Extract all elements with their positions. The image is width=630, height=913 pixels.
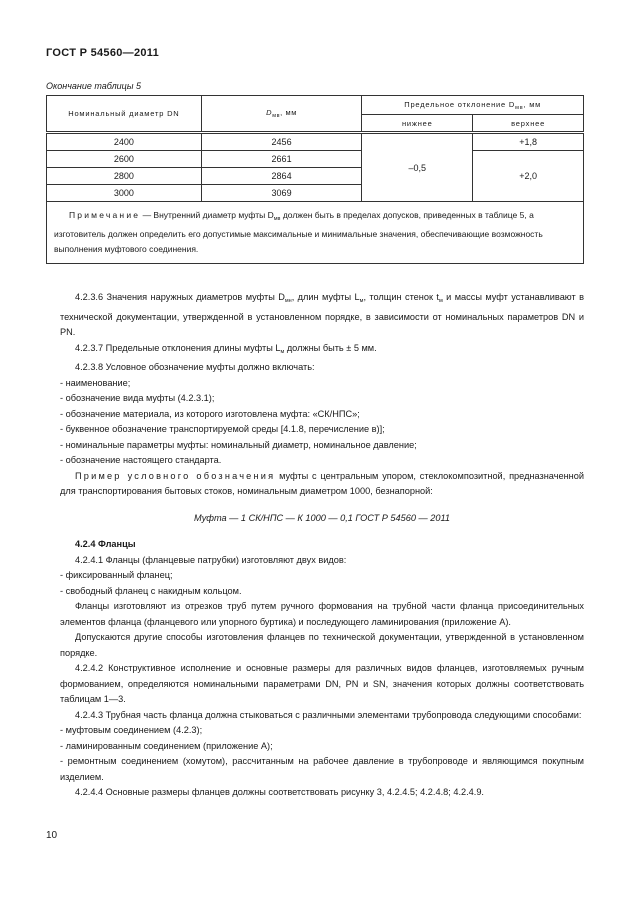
- cell-dn: 2600: [47, 151, 202, 168]
- col-header-deviation: Предельное отклонение $D_{мв}$, мм: [362, 96, 584, 115]
- cell-dn: 2400: [47, 134, 202, 151]
- cell-dmv: 2661: [201, 151, 362, 168]
- cell-upper: +1,8: [473, 134, 584, 151]
- paragraph-4-2-4-4: 4.2.4.4 Основные размеры фланцев должны соответствовать рисунку 3, 4.2.4.5; 4.2.4.8; 4.2.4.9.: [75, 787, 484, 797]
- paragraph: Допускаются другие способы изготовления фланцев по технической документации, утвержденной в установленном порядке.: [60, 632, 584, 658]
- cell-dmv: 2456: [201, 134, 362, 151]
- cell-dn: 3000: [47, 185, 202, 202]
- flange-table: [46, 95, 584, 264]
- table-note: Примечание — Внутренний диаметр муфты $D_{мв}$ должен быть в пределах допусков, приведенных в таблице 5, а изготовитель должен определить его допустимые максимальные и минимальные значения, обеспечивающие возможность выполнения муфтового соединения.: [47, 202, 584, 264]
- document-body: [60, 290, 584, 801]
- list-item: - обозначение вида муфты (4.2.3.1);: [60, 393, 215, 403]
- paragraph-4-2-3-8: 4.2.3.8 Условное обозначение муфты должно включать:: [75, 362, 315, 372]
- cell-dmv: 3069: [201, 185, 362, 202]
- table-row: [47, 151, 584, 168]
- cell-upper: +2,0: [473, 151, 584, 202]
- paragraph-4-2-4-2: 4.2.4.2 Конструктивное исполнение и основные размеры для различных видов фланцев, изготовляемых ручным формованием, определяются номинальными параметрами DN, PN и SN, значения которых должны соответствовать таблицам 1—3.: [60, 663, 584, 704]
- list-item: - ламинированным соединением (приложение А);: [60, 740, 273, 751]
- list-item: - муфтовым соединением (4.2.3);: [60, 725, 203, 735]
- table-row: [47, 134, 584, 151]
- paragraph-4-2-3-7: 4.2.3.7 Предельные отклонения длины муфты $L_м$ должны быть ± 5 мм.: [75, 342, 377, 355]
- list-item: - наименование;: [60, 377, 131, 388]
- example-paragraph: Пример условного обозначения муфты с центральным упором, стеклокомпозитной, предназначенной для транспортирования бытовых стоков, номинальным диаметром 1000, безнапорной:: [60, 470, 584, 496]
- page-number: 10: [46, 830, 58, 841]
- list-item: - фиксированный фланец;: [60, 570, 173, 580]
- document-header: ГОСТ Р 54560—2011: [46, 47, 160, 59]
- list-item: - номинальные параметры муфты: номинальный диаметр, номинальное давление;: [60, 439, 417, 450]
- cell-lower: –0,5: [362, 134, 473, 202]
- table-caption: Окончание таблицы 5: [46, 81, 141, 91]
- cell-dn: 2800: [47, 168, 202, 185]
- col-header-lower: нижнее: [362, 115, 473, 132]
- paragraph-4-2-4-1: 4.2.4.1 Фланцы (фланцевые патрубки) изготовляют двух видов:: [75, 554, 347, 565]
- cell-dmv: 2864: [201, 168, 362, 185]
- paragraph-4-2-4-3: 4.2.4.3 Трубная часть фланца должна стыковаться с различными элементами трубопровода следующими способами:: [75, 709, 582, 720]
- list-item: - буквенное обозначение транспортируемой среды [4.1.8, перечисление в)];: [60, 424, 385, 434]
- list-item: - ремонтным соединением (хомутом), рассчитанным на рабочее давление в трубопроводе и являющимся покупным изделием.: [60, 756, 584, 782]
- col-header-dmv: $D_{мв}$, мм: [201, 96, 362, 132]
- paragraph: Фланцы изготовляют из отрезков труб путем ручного формования на трубной части фланца присоединительных элементов фланца (фланцевого или упорного буртика) и последующего ламинирования (приложение А).: [60, 601, 584, 627]
- list-item: - свободный фланец с накидным кольцом.: [60, 585, 242, 596]
- list-item: - обозначение настоящего стандарта.: [60, 455, 222, 465]
- col-header-upper: верхнее: [473, 115, 584, 132]
- paragraph-4-2-3-6: 4.2.3.6 Значения наружных диаметров муфты $D_{мн}$, длин муфты $L_м$, толщин стенок $t_м$ и массы муфт устанавливают в технической документации, утвержденной в установленном порядке, в зависимости от номинальных параметров DN и PN.: [60, 292, 585, 337]
- section-heading: 4.2.4 Фланцы: [75, 539, 136, 549]
- list-item: - обозначение материала, из которого изготовлена муфта: «СК/НПС»;: [60, 408, 360, 419]
- col-header-dn: Номинальный диаметр DN: [47, 96, 202, 132]
- example-designation: Муфта — 1 СК/НПС — К 1000 — 0,1 ГОСТ Р 54560 — 2011: [193, 512, 451, 523]
